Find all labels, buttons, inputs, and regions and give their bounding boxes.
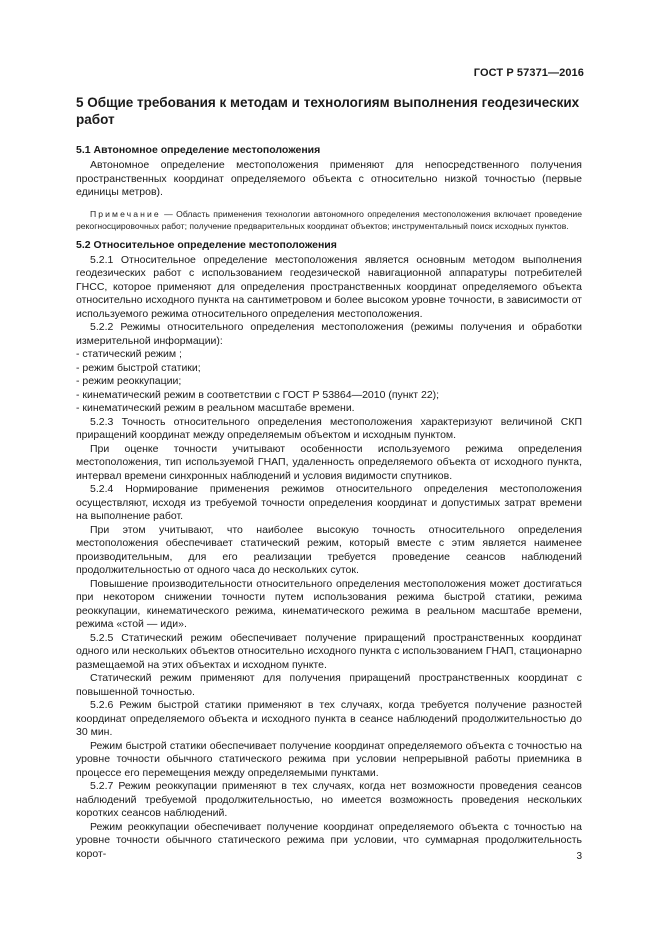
page-number: 3: [576, 851, 582, 862]
list-item: - кинематический режим в реальном масштабе времени.: [76, 402, 355, 414]
paragraph: Статический режим применяют для получения приращений пространственных координат с повышенной точностью.: [76, 672, 582, 698]
list-item: - режим реоккупации;: [76, 375, 182, 387]
paragraph: 5.2.7 Режим реоккупации применяют в тех случаях, когда нет возможности проведения сеансов наблюдений требуемой продолжительностью, но имеется возможность проведения нескольких коротких сеансов наблюдений.: [76, 780, 582, 819]
page-content: [76, 94, 582, 861]
note-text: — Область применения технологии автономного определения местоположения включает проведение рекогносцировочных работ; получение предварительных координат объектов; инструментальный поиск исходных пунктов.: [76, 208, 582, 231]
list-item: - режим быстрой статики;: [76, 361, 201, 374]
modes-list: [76, 348, 582, 416]
list-item: - кинематический режим в соответствии с ГОСТ Р 53864—2010 (пункт 22);: [76, 388, 440, 401]
standard-header: ГОСТ Р 57371—2016: [473, 67, 584, 79]
paragraph-5-1: Автономное определение местоположения применяют для непосредственного получения пространственных координат определяемого объекта с относительно низкой точностью (первые единицы метров).: [76, 159, 582, 198]
paragraph: Режим реоккупации обеспечивает получение координат определяемого объекта с точностью на уровне точности обычного статического режима при условии, что суммарная продолжительность корот-: [76, 820, 582, 860]
subsection-5-1-title: 5.1 Автономное определение местоположения: [76, 144, 321, 156]
paragraph: Режим быстрой статики обеспечивает получение координат определяемого объекта с точностью на уровне точности обычного статического режима при условии непрерывной работы приемника в процессе его перемещения между определяемыми пунктами.: [76, 739, 582, 779]
paragraph: 5.2.6 Режим быстрой статики применяют в тех случаях, когда требуется получение разностей координат определяемого объекта и исходного пункта в сеансе наблюдений продолжительностью до 30 мин.: [76, 699, 582, 738]
paragraph: 5.2.3 Точность относительного определения местоположения характеризуют величиной СКП приращений координат между определяемым объектом и исходным пунктом.: [76, 415, 582, 441]
list-item: - статический режим ;: [76, 348, 182, 360]
paragraph: 5.2.1 Относительное определение местоположения является основным методом выполнения геодезических работ с использованием геодезической навигационной аппаратуры потребителей ГНСС, которое применяют для определения пространственных координат определяемого объекта относительно исходного пункта на сантиметровом и более высоком уровне точности, в зависимости от используемого режима относительного определения местоположения.: [76, 253, 582, 320]
paragraph: Повышение производительности относительного определения местоположения может достигаться при некотором снижении точности путем использования режима быстрой статики, режима реоккупации, кинематического режима, кинематического режима в реальном масштабе времени, режима «стой — иди».: [76, 577, 582, 630]
paragraph: При этом учитывают, что наиболее высокую точность относительного определения местоположения обеспечивает статический режим, который вместе с этим является наименее производительным, для его реализации требуется проведение сеансов наблюдений продолжительностью от одного часа до нескольких суток.: [76, 523, 582, 576]
paragraph: При оценке точности учитывают особенности используемого режима определения местоположения, тип используемой ГНАП, удаленность определяемого объекта от исходного пункта, интервал времени синхронных наблюдений и условия видимости спутников.: [76, 442, 582, 482]
note: [76, 208, 582, 232]
paragraph: 5.2.4 Нормирование применения режимов относительного определения местоположения осуществляют, исходя из требуемой точности определения координат и допустимых затрат времени на выполнение работ.: [76, 483, 582, 522]
paragraph: 5.2.2 Режимы относительного определения местоположения (режимы получения и обработки измерительной информации):: [76, 321, 582, 347]
paragraph: 5.2.5 Статический режим обеспечивает получение приращений пространственных координат одного или нескольких объектов относительно исходного пункта с использованием ГНАП, стационарно размещаемой на этих объектах и исходном пункте.: [76, 631, 582, 671]
note-label: Примечание: [90, 208, 161, 219]
subsection-5-2-title: 5.2 Относительное определение местоположения: [76, 238, 337, 251]
section-title: 5 Общие требования к методам и технологиям выполнения геодезических работ: [76, 95, 580, 127]
